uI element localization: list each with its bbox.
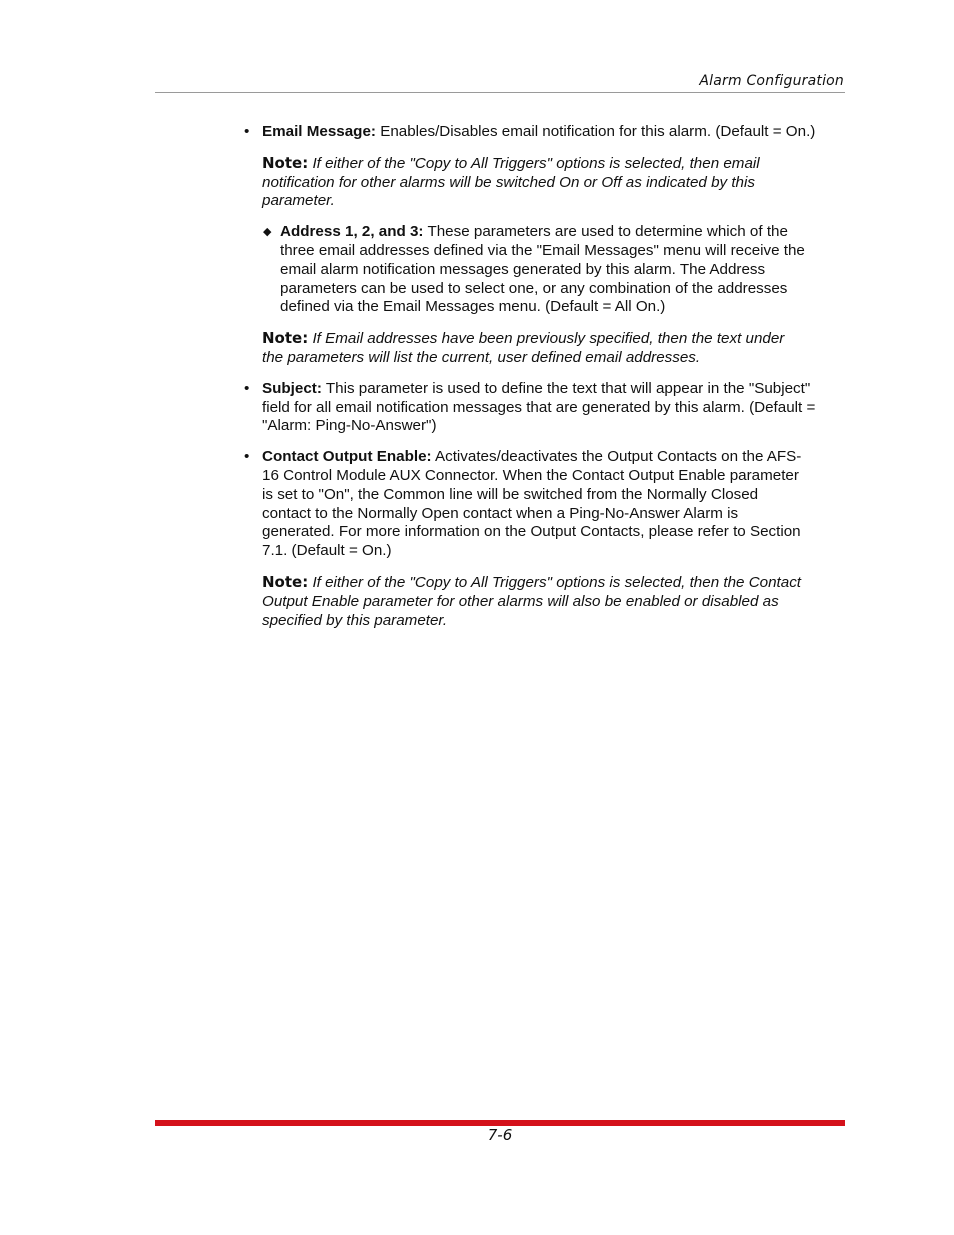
subject-item xyxy=(240,380,837,436)
contact-output-text: Activates/deactivates the Output Contacts on the AFS-16 Control Module AUX Connector. When the Contact Output Enable parameter is set to "On", the Common line will be switched from the Normally Closed contact to the Normally Open contact when a Ping-No-Answer Alarm is generated. For more information on the Output Contacts, please refer to Section 7.1. (Default = On.) xyxy=(262,448,802,560)
note-text: If either of the "Copy to All Triggers" options is selected, then email notification for other alarms will be switched On or Off as indicated by this parameter. xyxy=(262,154,760,210)
contact-output-item xyxy=(240,448,807,561)
note-label: Note: xyxy=(262,572,309,591)
page-body xyxy=(240,123,850,630)
email-message-term: Email Message: xyxy=(262,123,376,140)
subject-term: Subject: xyxy=(262,379,322,397)
contact-output-term: Contact Output Enable: xyxy=(262,448,432,466)
bullet: • xyxy=(244,123,250,140)
subject-text: This parameter is used to define the text that will appear in the "Subject" field for all email notification messages that are generated by this alarm. (Default = "Alarm: Ping-No-Answer") xyxy=(262,379,816,435)
running-header-title: Alarm Configuration xyxy=(699,73,844,89)
note-copy-triggers-email xyxy=(240,154,782,211)
bullet: • xyxy=(244,448,250,466)
note-text: If either of the "Copy to All Triggers" options is selected, then the Contact Output Enable parameter for other alarms will also be enabled or disabled as specified by this parameter. xyxy=(262,573,802,629)
note-text: If Email addresses have been previously specified, then the text under the parameters will list the current, user defined email addresses. xyxy=(262,330,785,366)
note-email-addresses xyxy=(240,329,807,368)
bullet: • xyxy=(244,379,250,397)
email-message-item xyxy=(240,123,848,142)
address-text: These parameters are used to determine which of the three email addresses defined via the "Email Messages" menu will receive the email alarm notification messages generated by this alarm. The Address parameters can be used to select one, or any combination of the addresses defined via the Email Messages menu. (Default = All On.) xyxy=(280,223,805,316)
page-number: 7-6 xyxy=(487,1126,513,1144)
header-rule xyxy=(155,92,845,93)
diamond-bullet-icon: ◆ xyxy=(263,226,272,239)
note-copy-triggers-contact xyxy=(240,573,827,630)
note-label: Note: xyxy=(262,153,309,172)
address-term: Address 1, 2, and 3: xyxy=(280,223,424,241)
address-item xyxy=(240,223,820,317)
note-label: Note: xyxy=(262,329,309,348)
email-message-text: Enables/Disables email notification for this alarm. (Default = On.) xyxy=(380,123,816,140)
